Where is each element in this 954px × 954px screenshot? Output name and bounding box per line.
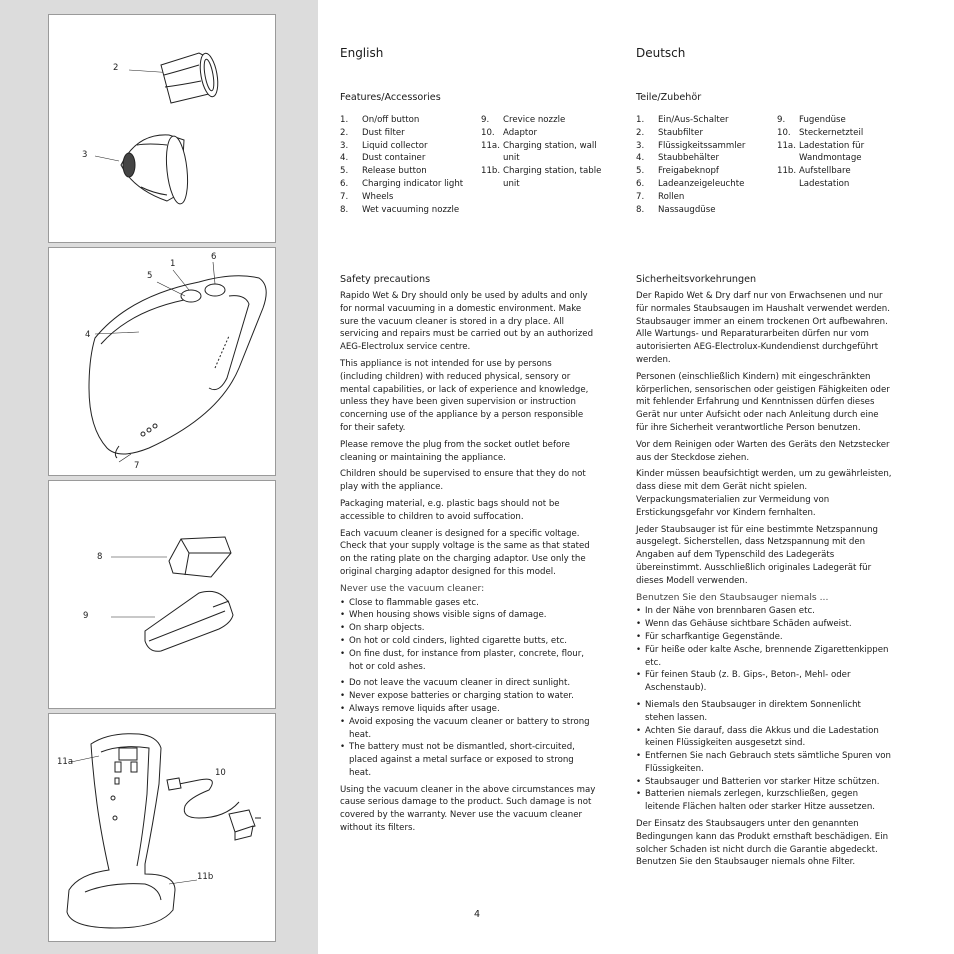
safety-heading-english: Safety precautions [340,274,431,285]
never-use-heading-deutsch: Benutzen Sie den Staubsauger niemals ... [636,591,829,603]
list-item: • Wenn das Gehäuse sichtbare Schäden aufweist. [636,618,892,631]
safety-paragraph: Children should be supervised to ensure that they do not play with the appliance. [340,469,586,493]
page-number: 4 [474,909,481,920]
language-heading-deutsch: Deutsch [636,46,686,60]
feature-item: 11b. Aufstellbare Ladestation [777,166,851,189]
callout-8: 8 [97,552,103,562]
feature-item: 8. Wet vacuuming nozzle [340,204,460,215]
list-item: • Do not leave the vacuum cleaner in direct sunlight. [340,677,596,690]
feature-item: 4. Staubbehälter [636,153,720,164]
list-item: • Für feinen Staub (z. B. Gips-, Beton-, Mehl- oder Aschenstaub). [636,669,892,695]
callout-3: 3 [82,150,88,160]
callout-6: 6 [211,252,217,262]
list-item: • Always remove liquids after usage. [340,703,596,716]
feature-item: 2. Staubfilter [636,127,703,138]
safety-paragraph: Kinder müssen beaufsichtigt werden, um zu gewährleisten, dass diese mit dem Gerät nicht spielen. Verpackungsmaterialien zur Vermeidung von Erstickungsgefahr vor Kindern fernhalten. [636,469,892,518]
feature-item: 11a. Ladestation für Wandmontage [777,140,865,164]
features-list-english-left [340,114,475,216]
care-list-english [340,677,596,779]
charging-station-illustration [49,714,277,943]
safety-paragraph: Vor dem Reinigen oder Warten des Geräts den Netzstecker aus der Steckdose ziehen. [636,439,890,463]
list-item: • The battery must not be dismantled, short-circuited, placed against a metal surface or exposed to strong heat. [340,741,596,779]
feature-item: 10. Steckernetzteil [777,127,864,138]
safety-body-english [340,290,596,839]
filters-illustration [49,15,277,244]
safety-body-deutsch [636,290,892,873]
feature-item: 11b. Charging station, table unit [481,166,602,189]
figure-panel-nozzles [48,480,276,709]
feature-item: 6. Ladeanzeigeleuchte [636,178,745,189]
callout-1: 1 [170,259,176,269]
safety-paragraph: Personen (einschließlich Kindern) mit eingeschränkten körperlichen, sensorischen oder geistigen Fähigkeiten oder mit fehlender Erfahrung und Kenntnissen dürfen dieses Gerät nur unter Aufsicht oder nach Anleitung durch eine für ihre Sicherheit verantwortliche Person benutzen. [636,371,890,433]
safety-paragraph: Packaging material, e.g. plastic bags should not be accessible to children to avoid suffocation. [340,498,560,522]
list-item: • Never expose batteries or charging station to water. [340,690,596,703]
feature-item: 3. Flüssigkeitssammler [636,140,746,151]
safety-paragraph: Der Rapido Wet & Dry darf nur von Erwachsenen und nur für normales Staubsaugen im Haushalt verwendet werden. Staubsauger immer an einem trockenen Ort aufbewahren. Alle Wartungs- und Reparaturarbeiten dürfen nur vom autorisierten AEG-Electrolux-Kundendienst durchgeführt werden. [636,291,890,365]
safety-heading-deutsch: Sicherheitsvorkehrungen [636,274,757,285]
safety-paragraph: Using the vacuum cleaner in the above circumstances may cause serious damage to the product. Such damage is not covered by the warranty. Never use the vacuum cleaner without its filters. [340,784,596,834]
figure-panel-charging-station [48,713,276,942]
feature-item: 6. Charging indicator light [340,178,464,189]
list-item: • Für heiße oder kalte Asche, brennende Zigarettenkippen etc. [636,644,892,670]
features-list-deutsch-right [777,114,903,191]
feature-item: 9. Fugendüse [777,115,846,125]
features-heading-deutsch: Teile/Zubehör [636,92,702,103]
figure-panel-filters [48,14,276,243]
features-heading-english: Features/Accessories [340,92,441,103]
callout-4: 4 [85,330,91,340]
features-list-deutsch-left [636,114,771,216]
features-list-english-right [481,114,607,191]
feature-item: 11a. Charging station, wall unit [481,140,597,164]
callout-2: 2 [113,63,119,73]
callout-11a: 11a [57,757,74,767]
safety-paragraph: Please remove the plug from the socket outlet before cleaning or maintaining the appliance. [340,439,570,463]
callout-10: 10 [215,768,226,778]
feature-item: 7. Wheels [340,191,394,202]
feature-item: 7. Rollen [636,191,685,202]
list-item: • Entfernen Sie nach Gebrauch stets sämtliche Spuren von Flüssigkeiten. [636,750,892,776]
feature-item: 1. Ein/Aus-Schalter [636,115,729,125]
feature-item: 2. Dust filter [340,127,405,138]
safety-paragraph: Jeder Staubsauger ist für eine bestimmte Netzspannung ausgelegt. Sicherstellen, dass Netzspannung mit den Angaben auf dem Typenschild des Ladegeräts übereinstimmt. Ausschließlich originales Ladegerät für dieses Modell verwenden. [636,524,879,586]
figure-panel-vacuum [48,247,276,476]
never-use-heading-english: Never use the vacuum cleaner: [340,582,485,594]
feature-item: 1. On/off button [340,115,420,125]
safety-paragraph: Each vacuum cleaner is designed for a specific voltage. Check that your supply voltage is the same as that stated on the rating plate on the charging adaptor. Use only the original charging adaptor designed for this model. [340,528,590,577]
list-item: • Staubsauger und Batterien vor starker Hitze schützen. [636,776,892,789]
language-heading-english: English [340,46,384,60]
feature-item: 8. Nassaugdüse [636,204,716,215]
list-item: • On fine dust, for instance from plaster, concrete, flour, hot or cold ashes. [340,648,596,674]
list-item: • Avoid exposing the vacuum cleaner or battery to strong heat. [340,716,596,742]
callout-11b: 11b [197,872,214,882]
safety-paragraph: Rapido Wet & Dry should only be used by adults and only for normal vacuuming in a domestic environment. Make sure the vacuum cleaner is stored in a dry place. All servicing and repairs must be carried out by an authorized AEG-Electrolux service centre. [340,291,594,353]
callout-5: 5 [147,271,153,281]
list-item: • On hot or cold cinders, lighted cigarette butts, etc. [340,635,596,648]
list-item: • Für scharfkantige Gegenstände. [636,631,892,644]
list-item: • Batterien niemals zerlegen, kurzschließen, gegen leitende Flächen halten oder starker Hitze aussetzen. [636,788,892,814]
feature-item: 5. Freigabeknopf [636,166,719,177]
figure-sidebar [0,0,318,954]
callout-7: 7 [134,461,140,471]
list-item: • Achten Sie darauf, dass die Akkus und die Ladestation keinen Flüssigkeiten ausgesetzt sind. [636,725,892,751]
never-use-list-deutsch [636,605,892,695]
feature-item: 3. Liquid collector [340,140,428,151]
list-item: • When housing shows visible signs of damage. [340,609,596,622]
feature-item: 10. Adaptor [481,127,538,138]
list-item: • In der Nähe von brennbaren Gasen etc. [636,605,892,618]
list-item: • Close to flammable gases etc. [340,597,596,610]
callout-9: 9 [83,611,89,621]
feature-item: 4. Dust container [340,153,426,164]
never-use-list-english [340,597,596,674]
care-list-deutsch [636,699,892,814]
safety-paragraph: This appliance is not intended for use by persons (including children) with reduced physical, sensory or mental capabilities, or lack of experience and knowledge, unless they have been given supervision or instruction concerning use of the appliance by a person responsible for their safety. [340,358,589,433]
safety-paragraph: Der Einsatz des Staubsaugers unter den genannten Bedingungen kann das Produkt ernsthaft beschädigen. Ein solcher Schaden ist nicht durch die Garantie abgedeckt. Benutzen Sie den Staubsauger niemals ohne Filter. [636,819,889,868]
list-item: • Niemals den Staubsauger in direktem Sonnenlicht stehen lassen. [636,699,892,725]
list-item: • On sharp objects. [340,622,596,635]
feature-item: 9. Crevice nozzle [481,115,566,125]
nozzles-illustration [49,481,277,710]
feature-item: 5. Release button [340,166,427,177]
vacuum-illustration [49,248,277,477]
